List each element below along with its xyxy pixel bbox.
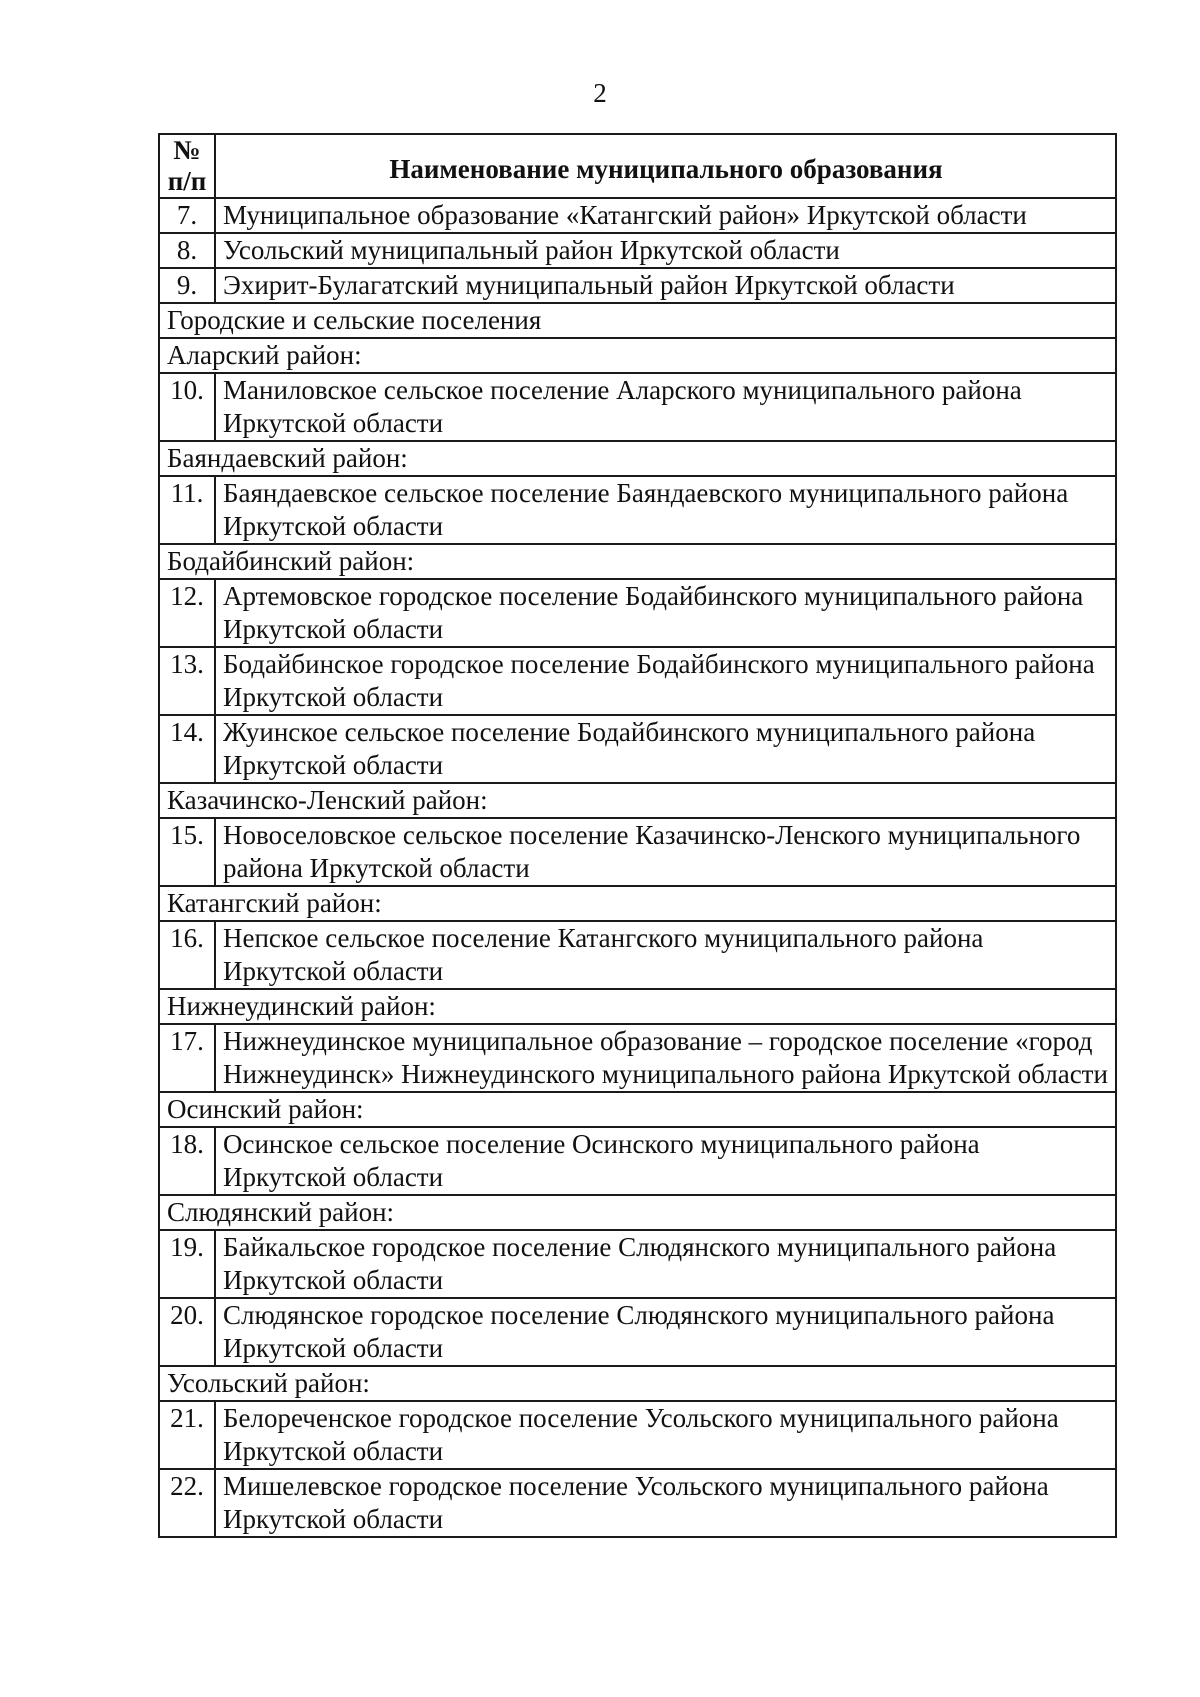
row-number: 7. <box>159 198 215 233</box>
table-row <box>159 1469 1116 1537</box>
table-row <box>159 1298 1116 1366</box>
row-number: 14. <box>159 715 215 783</box>
municipality-name: Эхирит-Булагатский муниципальный район Иркутской области <box>215 268 1116 303</box>
row-number: 11. <box>159 476 215 544</box>
row-number: 8. <box>159 233 215 268</box>
section-heading: Бодайбинский район: <box>159 544 1116 579</box>
row-number: 22. <box>159 1469 215 1537</box>
row-number: 21. <box>159 1401 215 1469</box>
municipality-name: Байкальское городское поселение Слюдянского муниципального района Иркутской области <box>215 1230 1116 1298</box>
header-number-symbol: № <box>173 135 201 165</box>
table-row <box>159 476 1116 544</box>
row-number: 15. <box>159 818 215 886</box>
section-heading: Городские и сельские поселения <box>159 303 1116 338</box>
table-row <box>159 818 1116 886</box>
municipality-name: Бодайбинское городское поселение Бодайбинского муниципального района Иркутской области <box>215 647 1116 715</box>
municipality-name: Непское сельское поселение Катангского муниципального района Иркутской области <box>215 921 1116 989</box>
row-number: 18. <box>159 1127 215 1195</box>
municipality-name: Баяндаевское сельское поселение Баяндаевского муниципального района Иркутской области <box>215 476 1116 544</box>
municipality-name: Артемовское городское поселение Бодайбинского муниципального района Иркутской области <box>215 579 1116 647</box>
municipality-name: Усольский муниципальный район Иркутской области <box>215 233 1116 268</box>
municipality-name: Мишелевское городское поселение Усольского муниципального района Иркутской области <box>215 1469 1116 1537</box>
table-row <box>159 198 1116 233</box>
municipality-name: Осинское сельское поселение Осинского муниципального района Иркутской области <box>215 1127 1116 1195</box>
table-row <box>159 1230 1116 1298</box>
section-row <box>159 886 1116 921</box>
table-row <box>159 1024 1116 1092</box>
row-number: 9. <box>159 268 215 303</box>
section-row <box>159 1366 1116 1401</box>
section-heading: Слюдянский район: <box>159 1195 1116 1230</box>
table-row <box>159 579 1116 647</box>
row-number: 13. <box>159 647 215 715</box>
table-row <box>159 1401 1116 1469</box>
table-row <box>159 1127 1116 1195</box>
section-heading: Усольский район: <box>159 1366 1116 1401</box>
section-row <box>159 544 1116 579</box>
table-header-row <box>159 134 1116 198</box>
municipality-name: Нижнеудинское муниципальное образование – городское поселение «город Нижнеудинск» Нижнеудинского муниципального района Иркутской области <box>215 1024 1116 1092</box>
municipality-name: Маниловское сельское поселение Аларского муниципального района Иркутской области <box>215 373 1116 441</box>
header-number-cell <box>159 134 215 198</box>
section-heading: Катангский район: <box>159 886 1116 921</box>
municipality-name: Новоселовское сельское поселение Казачинско-Ленского муниципального района Иркутской области <box>215 818 1116 886</box>
row-number: 17. <box>159 1024 215 1092</box>
table-row <box>159 373 1116 441</box>
table-row <box>159 233 1116 268</box>
section-row <box>159 1195 1116 1230</box>
page-number: 2 <box>593 78 607 108</box>
section-row <box>159 441 1116 476</box>
municipal-entities-table <box>158 133 1117 1538</box>
header-name-cell: Наименование муниципального образования <box>215 134 1116 198</box>
section-row <box>159 783 1116 818</box>
municipality-name: Жуинское сельское поселение Бодайбинского муниципального района Иркутской области <box>215 715 1116 783</box>
header-number-abbrev: п/п <box>167 166 207 196</box>
row-number: 10. <box>159 373 215 441</box>
table-row <box>159 921 1116 989</box>
section-heading: Осинский район: <box>159 1092 1116 1127</box>
section-heading: Казачинско-Ленский район: <box>159 783 1116 818</box>
section-row <box>159 338 1116 373</box>
section-heading: Нижнеудинский район: <box>159 989 1116 1024</box>
row-number: 19. <box>159 1230 215 1298</box>
section-row <box>159 1092 1116 1127</box>
section-row <box>159 989 1116 1024</box>
section-row <box>159 303 1116 338</box>
municipality-name: Муниципальное образование «Катангский район» Иркутской области <box>215 198 1116 233</box>
table-row <box>159 715 1116 783</box>
row-number: 12. <box>159 579 215 647</box>
section-heading: Аларский район: <box>159 338 1116 373</box>
row-number: 20. <box>159 1298 215 1366</box>
municipality-name: Слюдянское городское поселение Слюдянского муниципального района Иркутской области <box>215 1298 1116 1366</box>
municipality-name: Белореченское городское поселение Усольского муниципального района Иркутской области <box>215 1401 1116 1469</box>
table-body <box>159 198 1116 1537</box>
table-row <box>159 268 1116 303</box>
section-heading: Баяндаевский район: <box>159 441 1116 476</box>
table-row <box>159 647 1116 715</box>
row-number: 16. <box>159 921 215 989</box>
